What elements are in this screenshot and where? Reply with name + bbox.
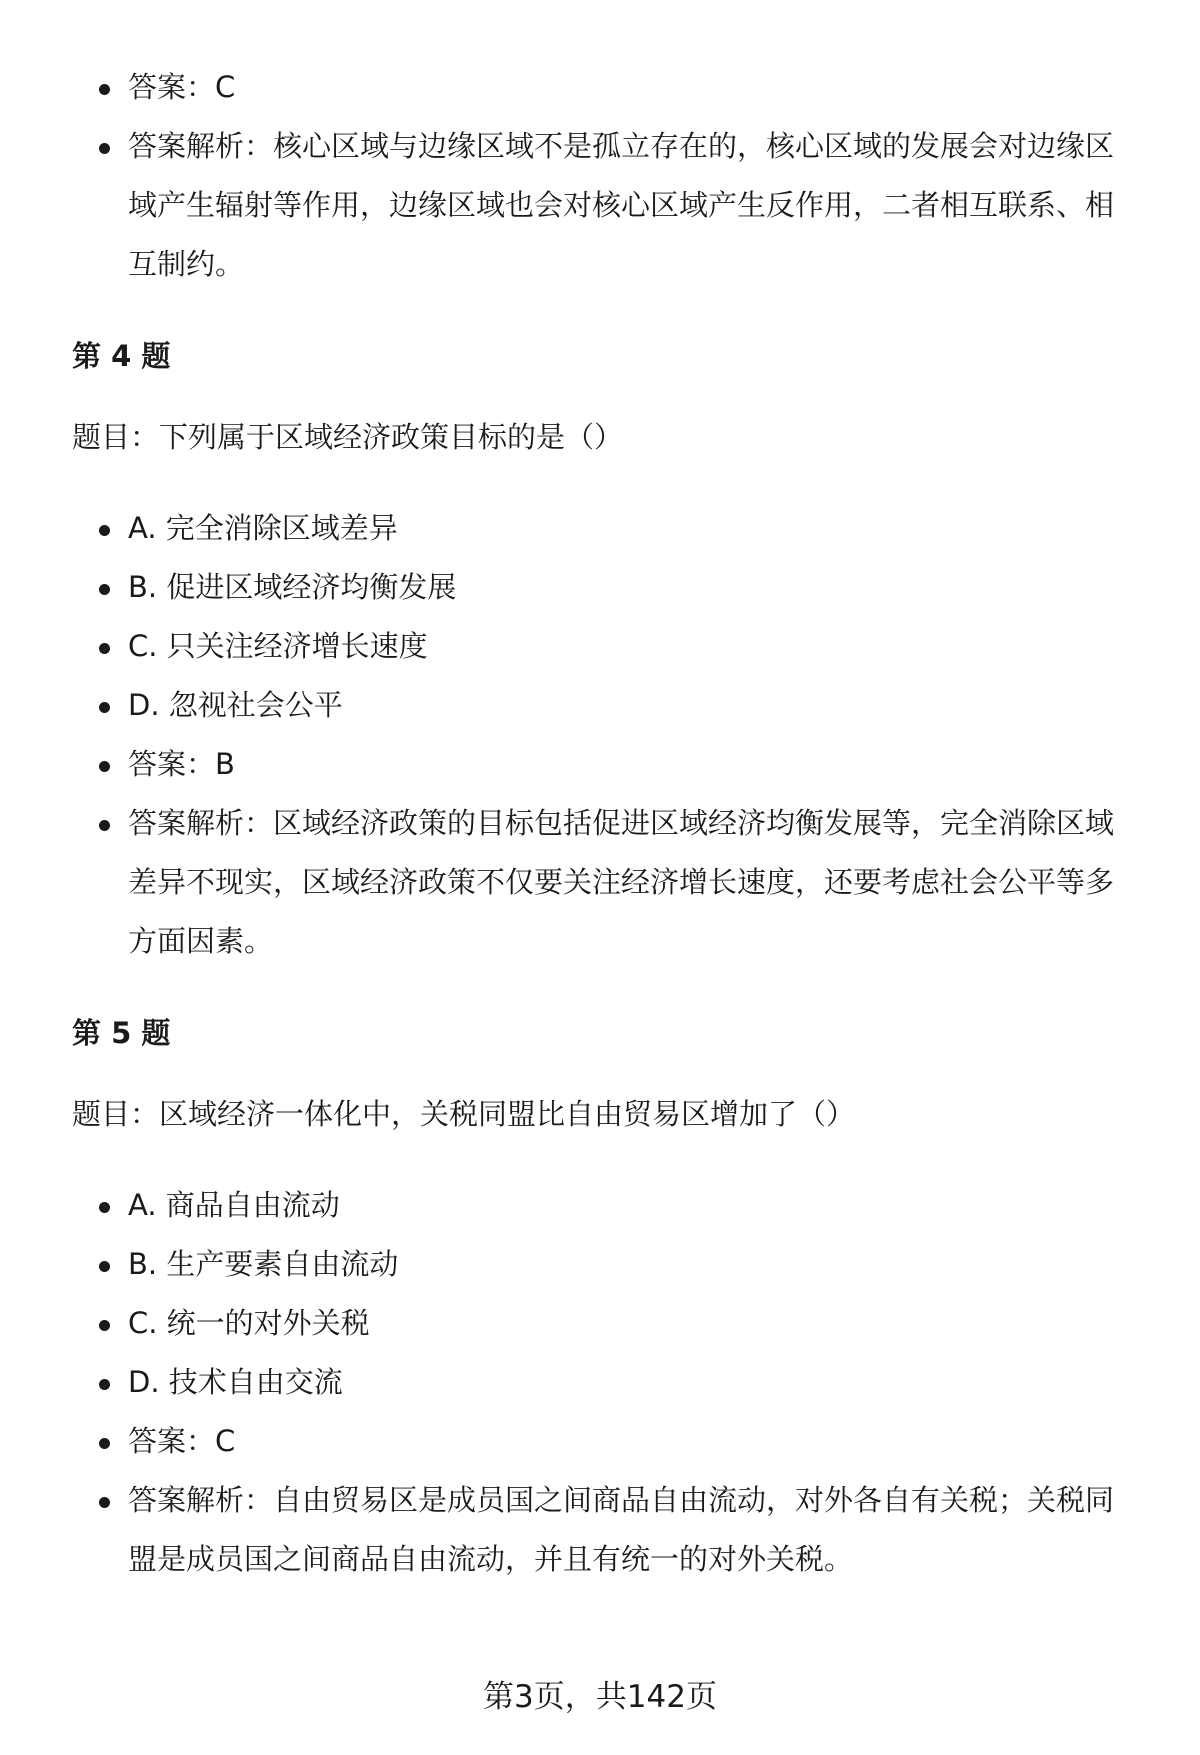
list-item: 答案解析：区域经济政策的目标包括促进区域经济均衡发展等，完全消除区域差异不现实，区域经济政策不仅要关注经济增长速度，还要考虑社会公平等多方面因素。 bbox=[72, 794, 1142, 971]
list-item: C. 只关注经济增长速度 bbox=[72, 617, 1142, 676]
question-4-options bbox=[72, 499, 1142, 971]
list-item: 答案：C bbox=[72, 1412, 1142, 1471]
list-item: A. 商品自由流动 bbox=[72, 1176, 1142, 1235]
list-item: 答案：C bbox=[72, 58, 1142, 117]
list-item: D. 技术自由交流 bbox=[72, 1353, 1142, 1412]
list-item: A. 完全消除区域差异 bbox=[72, 499, 1142, 558]
question-4-heading: 第 4 题 bbox=[72, 339, 171, 373]
list-item: C. 统一的对外关税 bbox=[72, 1294, 1142, 1353]
question-5-heading: 第 5 题 bbox=[72, 1016, 171, 1050]
list-item: 答案解析：自由贸易区是成员国之间商品自由流动，对外各自有关税；关税同盟是成员国之间商品自由流动，并且有统一的对外关税。 bbox=[72, 1471, 1142, 1589]
question-5-stem: 题目：区域经济一体化中，关税同盟比自由贸易区增加了（） bbox=[72, 1097, 856, 1131]
question-4-stem: 题目：下列属于区域经济政策目标的是（） bbox=[72, 420, 624, 454]
page-footer: 第3页，共142页 bbox=[483, 1679, 717, 1715]
page-content bbox=[72, 58, 1142, 1589]
list-item: 答案解析：核心区域与边缘区域不是孤立存在的，核心区域的发展会对边缘区域产生辐射等作用，边缘区域也会对核心区域产生反作用，二者相互联系、相互制约。 bbox=[72, 117, 1142, 294]
q3-tail-list bbox=[72, 58, 1142, 294]
list-item: D. 忽视社会公平 bbox=[72, 676, 1142, 735]
question-5-options bbox=[72, 1176, 1142, 1589]
list-item: B. 生产要素自由流动 bbox=[72, 1235, 1142, 1294]
list-item: 答案：B bbox=[72, 735, 1142, 794]
list-item: B. 促进区域经济均衡发展 bbox=[72, 558, 1142, 617]
